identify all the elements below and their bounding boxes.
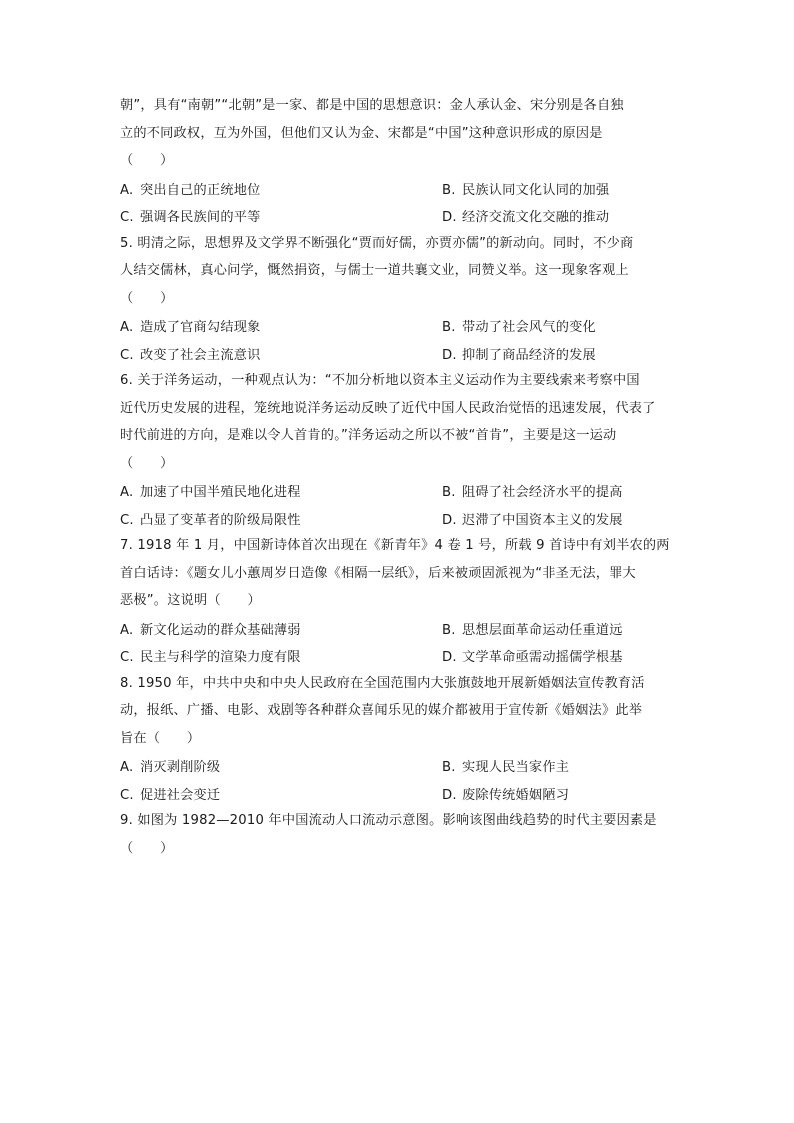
- question-6: [120, 367, 676, 532]
- option-d[interactable]: D. 废除传统婚姻陋习: [442, 787, 570, 803]
- option-d[interactable]: D. 文学革命亟需动摇儒学根基: [442, 650, 623, 666]
- question-8-options-row-1: [120, 752, 676, 780]
- question-5-line-2: 人结交儒林，真心问学，慨然捐资，与儒士一道共襄文业，同赞义举。这一现象客观上: [120, 263, 629, 278]
- question-5-options-row-2: [120, 340, 676, 368]
- question-7-options-row-1: [120, 615, 676, 643]
- question-8: [120, 670, 676, 808]
- question-4-line-2: 立的不同政权，互为外国，但他们又认为金、宋都是“中国”这种意识形成的原因是: [120, 125, 603, 141]
- question-8-options-row-2: [120, 780, 676, 808]
- question-5-options-row-1: [120, 312, 676, 340]
- question-8-line-3: 旨在（ ）: [120, 730, 201, 746]
- question-6-line-1: 6. 关于洋务运动，一种观点认为：“不加分析地以资本主义运动作为主要线索来考察中国: [120, 373, 640, 388]
- option-b[interactable]: B. 阻碍了社会经济水平的提高: [442, 485, 623, 501]
- option-b[interactable]: B. 带动了社会风气的变化: [442, 320, 596, 336]
- question-7-line-3: 恶极”。这说明（ ）: [120, 593, 261, 608]
- question-8-line-1: 8. 1950 年，中共中央和中央人民政府在全国范围内大张旗鼓地开展新婚姻法宣传教育活: [120, 675, 645, 691]
- option-c[interactable]: C. 凸显了变革者的阶级局限性: [120, 512, 301, 528]
- question-7-line-1: 7. 1918 年 1 月，中国新诗体首次出现在《新青年》4 卷 1 号，所载 9 首诗中有刘半农的两: [120, 538, 670, 553]
- option-c[interactable]: C. 促进社会变迁: [120, 787, 221, 803]
- question-6-answer-blank: （ ）: [120, 455, 174, 471]
- question-4-answer-blank: （ ）: [120, 153, 174, 168]
- question-6-options-row-2: [120, 505, 676, 533]
- question-6-line-2: 近代历史发展的进程，笼统地说洋务运动反映了近代中国人民政治觉悟的迅速发展，代表了: [120, 400, 656, 416]
- option-c[interactable]: C. 强调各民族间的平等: [120, 210, 261, 226]
- option-b[interactable]: B. 实现人民当家作主: [442, 760, 570, 776]
- question-9-answer-blank: （ ）: [120, 840, 174, 856]
- option-d[interactable]: D. 迟滞了中国资本主义的发展: [442, 512, 623, 528]
- question-4-options-row-2: [120, 202, 676, 230]
- option-a[interactable]: A. 突出自己的正统地位: [120, 182, 261, 198]
- question-6-line-3: 时代前进的方向，是难以令人首肯的。”洋务运动之所以不被“首肯”，主要是这一运动: [120, 428, 617, 443]
- question-5-line-1: 5. 明清之际，思想界及文学界不断强化“贾而好儒，亦贾亦儒”的新动向。同时，不少商: [120, 235, 634, 251]
- option-a[interactable]: A. 造成了官商勾结现象: [120, 320, 261, 336]
- question-4-line-1: 朝”，具有“南朝”“北朝”是一家、都是中国的思想意识：金人承认金、宋分别是各自独: [120, 98, 624, 113]
- question-8-line-2: 动，报纸、广播、电影、戏剧等各种群众喜闻乐见的媒介都被用于宣传新《婚姻法》此举: [120, 703, 643, 718]
- option-a[interactable]: A. 加速了中国半殖民地化进程: [120, 485, 301, 501]
- option-d[interactable]: D. 抑制了商品经济的发展: [442, 347, 596, 363]
- question-6-options-row-1: [120, 477, 676, 505]
- option-a[interactable]: A. 消灭剥削阶级: [120, 760, 221, 776]
- question-9-line-1: 9. 如图为 1982—2010 年中国流动人口流动示意图。影响该图曲线趋势的时代主要因素是: [120, 813, 657, 828]
- question-4-options-row-1: [120, 175, 676, 203]
- option-c[interactable]: C. 改变了社会主流意识: [120, 347, 261, 363]
- question-content: [120, 92, 676, 862]
- question-5-answer-blank: （ ）: [120, 290, 174, 306]
- option-b[interactable]: B. 思想层面革命运动任重道远: [442, 622, 623, 638]
- question-5: [120, 230, 676, 368]
- option-d[interactable]: D. 经济交流文化交融的推动: [442, 210, 610, 226]
- question-7: [120, 532, 676, 670]
- option-a[interactable]: A. 新文化运动的群众基础薄弱: [120, 622, 301, 638]
- question-7-line-2: 首白话诗：《题女儿小蕙周岁日造像《相隔一层纸》，后来被顽固派视为“非圣无法，罪大: [120, 565, 636, 581]
- question-7-options-row-2: [120, 642, 676, 670]
- question-9: [120, 807, 676, 862]
- question-4: [120, 92, 676, 230]
- option-b[interactable]: B. 民族认同文化认同的加强: [442, 182, 610, 198]
- option-c[interactable]: C. 民主与科学的渲染力度有限: [120, 650, 301, 666]
